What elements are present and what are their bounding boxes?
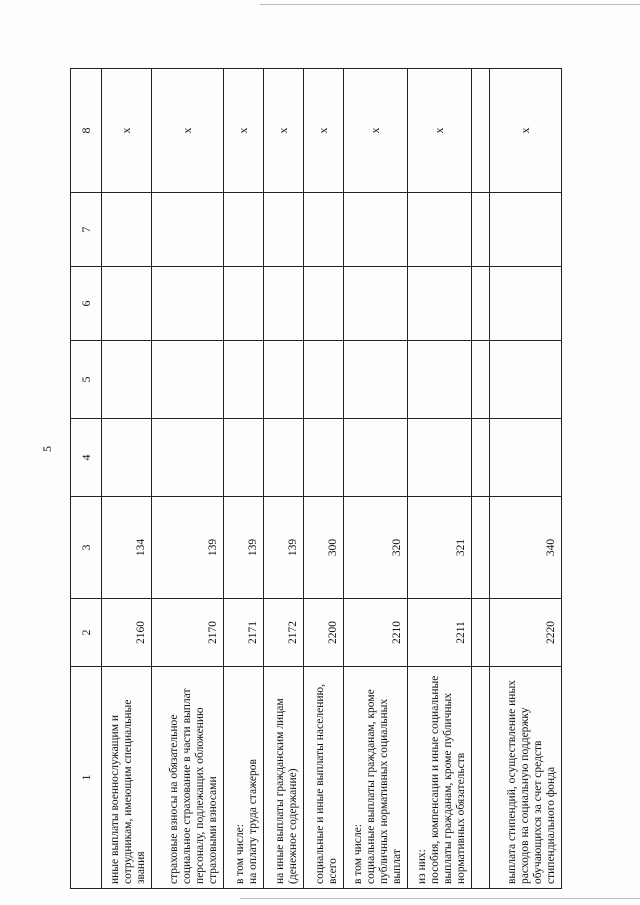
row-code: 2170 [152, 599, 224, 667]
empty-cell [344, 267, 408, 341]
empty-cell [152, 267, 224, 341]
table-row [344, 69, 408, 889]
row-kosgu: 139 [152, 497, 224, 599]
row-kosgu: 139 [264, 497, 304, 599]
budget-table [70, 68, 562, 889]
row-kosgu [472, 497, 490, 599]
empty-cell [264, 341, 304, 419]
empty-cell [408, 341, 472, 419]
row-label: иные выплаты военнослужащим и сотрудникам, имеющим специальные звания [102, 667, 152, 889]
empty-cell [152, 193, 224, 267]
row-label [472, 667, 490, 889]
row-code: 2210 [344, 599, 408, 667]
rotated-table-container [70, 69, 557, 889]
row-label: в том числе: на оплату труда стажеров [224, 667, 264, 889]
header-cell: 1 [71, 667, 102, 889]
empty-cell [344, 193, 408, 267]
empty-cell [490, 341, 562, 419]
empty-cell [408, 193, 472, 267]
row-label: страховые взносы на обязательное социальное страхование в части выплат персоналу, подлежащих обложению страховыми взносами [152, 667, 224, 889]
header-cell: 5 [71, 341, 102, 419]
empty-cell [472, 341, 490, 419]
row-label: в том числе: социальные выплаты гражданам, кроме публичных нормативных социальных выплат [344, 667, 408, 889]
table-row-empty [472, 69, 490, 889]
empty-cell [102, 341, 152, 419]
empty-cell [102, 193, 152, 267]
empty-cell [344, 419, 408, 497]
row-label: на иные выплаты гражданским лицам (денежное содержание) [264, 667, 304, 889]
row-code: 2171 [224, 599, 264, 667]
empty-cell [472, 419, 490, 497]
empty-cell [102, 267, 152, 341]
table-row [304, 69, 344, 889]
row-code [472, 599, 490, 667]
empty-cell [304, 267, 344, 341]
empty-cell [304, 193, 344, 267]
row-mark: x [264, 69, 304, 193]
empty-cell [472, 267, 490, 341]
empty-cell [304, 419, 344, 497]
row-mark: x [344, 69, 408, 193]
row-mark: x [408, 69, 472, 193]
row-mark: x [102, 69, 152, 193]
scan-edge-bottom [240, 898, 640, 899]
row-label: выплата стипендий, осуществление иных расходов на социальную поддержку обучающихся за счет средств стипендиального фонда [490, 667, 562, 889]
table-row [224, 69, 264, 889]
row-mark: x [490, 69, 562, 193]
row-kosgu: 321 [408, 497, 472, 599]
table-row [264, 69, 304, 889]
row-label: из них: пособия, компенсации и иные социальные выплаты гражданам, кроме публичных нормативных обязательств [408, 667, 472, 889]
empty-cell [264, 419, 304, 497]
row-kosgu: 134 [102, 497, 152, 599]
empty-cell [344, 341, 408, 419]
empty-cell [472, 193, 490, 267]
empty-cell [264, 193, 304, 267]
empty-cell [102, 419, 152, 497]
empty-cell [304, 341, 344, 419]
empty-cell [490, 193, 562, 267]
empty-cell [408, 267, 472, 341]
empty-cell [490, 267, 562, 341]
empty-cell [224, 419, 264, 497]
empty-cell [224, 267, 264, 341]
page-number: 5 [40, 446, 54, 452]
table-row [152, 69, 224, 889]
header-cell: 4 [71, 419, 102, 497]
table-row [102, 69, 152, 889]
header-cell: 7 [71, 193, 102, 267]
empty-cell [152, 341, 224, 419]
table-header-row [71, 69, 102, 889]
empty-cell [224, 341, 264, 419]
empty-cell [264, 267, 304, 341]
row-code: 2172 [264, 599, 304, 667]
row-code: 2160 [102, 599, 152, 667]
header-cell: 8 [71, 69, 102, 193]
empty-cell [224, 193, 264, 267]
row-mark: x [304, 69, 344, 193]
row-kosgu: 320 [344, 497, 408, 599]
row-label: социальные и иные выплаты населению, всего [304, 667, 344, 889]
header-cell: 3 [71, 497, 102, 599]
row-code: 2200 [304, 599, 344, 667]
scan-edge-top [260, 4, 640, 5]
row-code: 2211 [408, 599, 472, 667]
row-kosgu: 340 [490, 497, 562, 599]
row-code: 2220 [490, 599, 562, 667]
header-cell: 2 [71, 599, 102, 667]
table-row [490, 69, 562, 889]
row-mark: x [152, 69, 224, 193]
table-row [408, 69, 472, 889]
empty-cell [152, 419, 224, 497]
row-kosgu: 300 [304, 497, 344, 599]
row-kosgu: 139 [224, 497, 264, 599]
row-mark [472, 69, 490, 193]
header-cell: 6 [71, 267, 102, 341]
row-mark: x [224, 69, 264, 193]
empty-cell [490, 419, 562, 497]
empty-cell [408, 419, 472, 497]
